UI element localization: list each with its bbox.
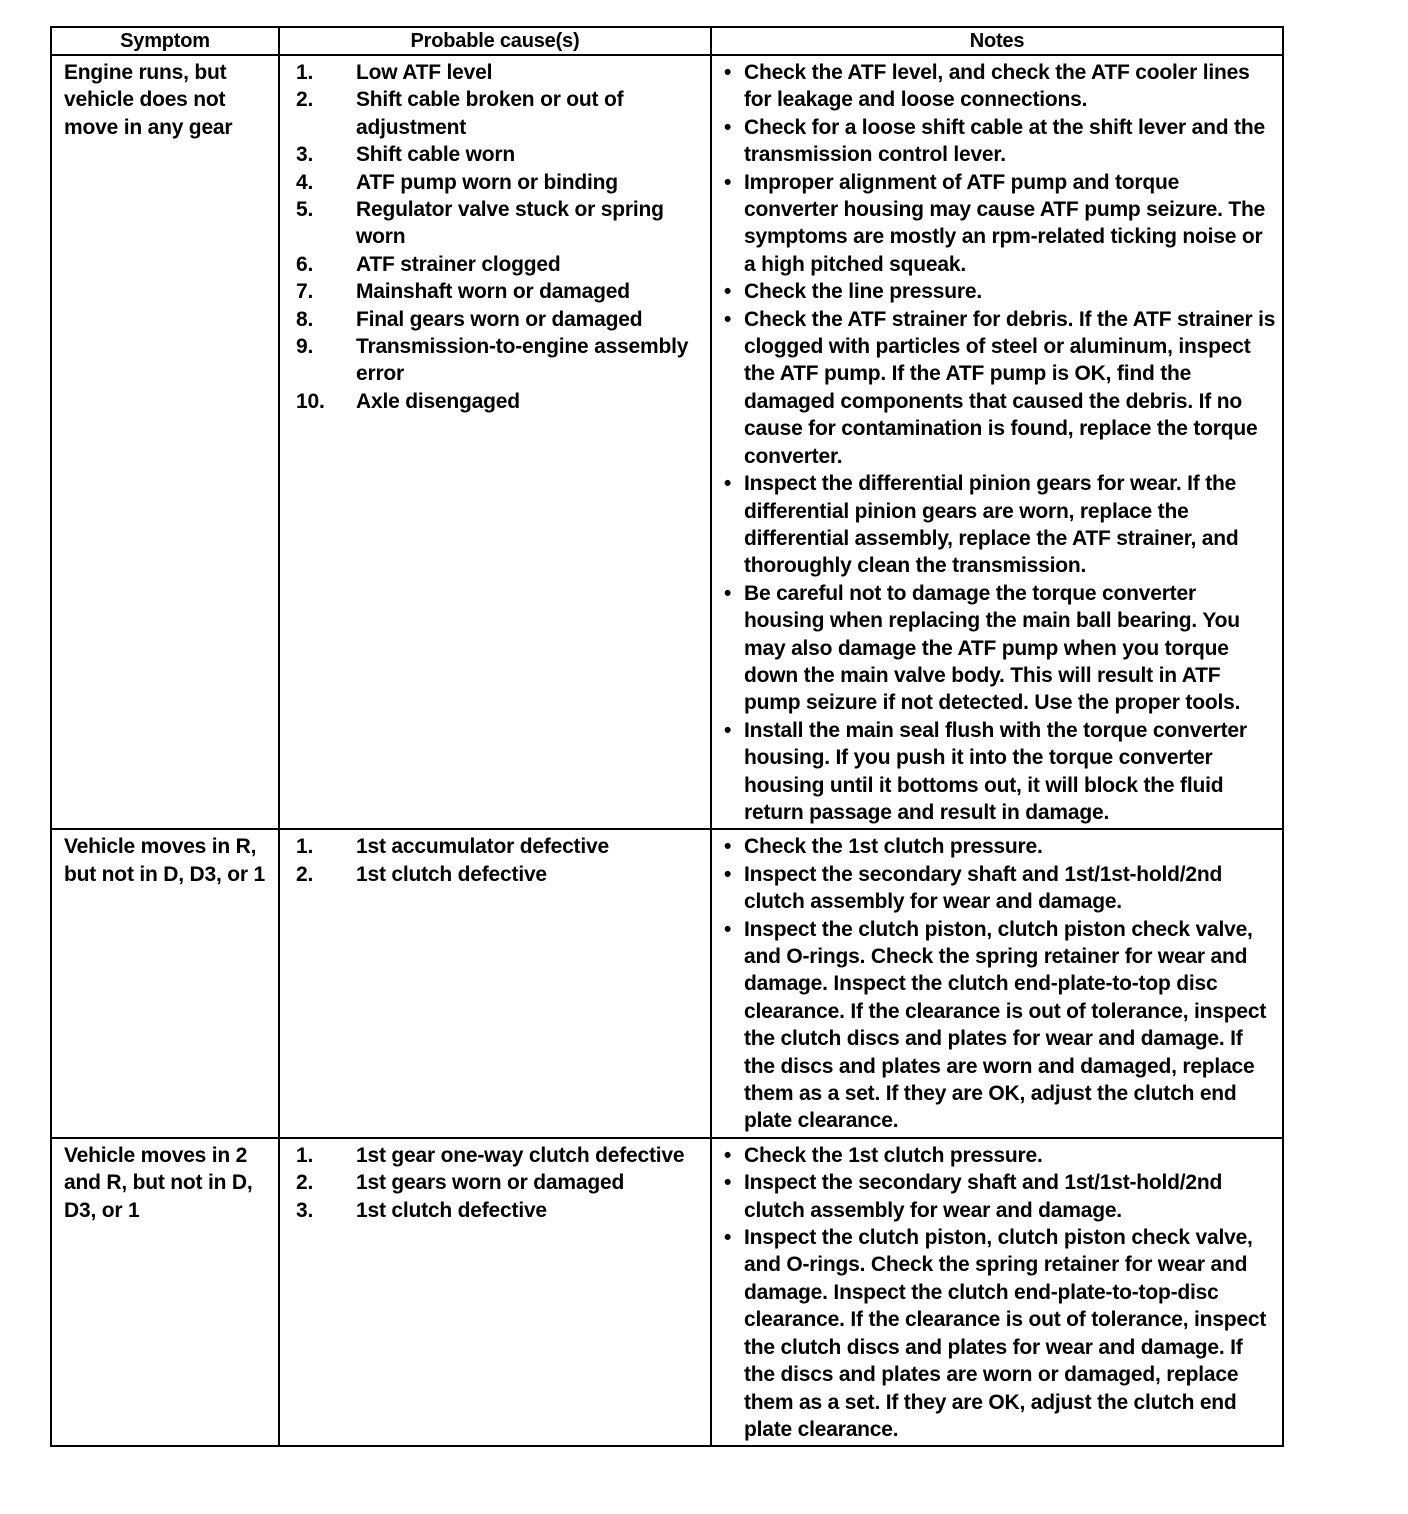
note-text: Check the line pressure.	[744, 280, 982, 304]
notes-cell	[711, 1138, 1283, 1446]
cause-number: 7.	[296, 280, 314, 304]
cause-text: Mainshaft worn or damaged	[356, 280, 630, 304]
note-text: Inspect the secondary shaft and 1st/1st-hold/2nd clutch assembly for wear and damage.	[744, 1171, 1223, 1222]
cause-number: 3.	[296, 1198, 314, 1222]
cause-text: 1st clutch defective	[356, 862, 547, 886]
note-text: Check the ATF strainer for debris. If the ATF strainer is clogged with particles of steel or aluminum, inspect the ATF pump. If the ATF pump is OK, find the damaged components that caused the debris. If no cause for contamination is found, replace the torque converter.	[744, 307, 1276, 468]
cause-text: Axle disengaged	[356, 389, 520, 413]
cause-number: 5.	[296, 198, 314, 222]
cause-item	[296, 278, 702, 305]
note-text: Be careful not to damage the torque converter housing when replacing the main ball bearing. You may also damage the ATF pump when you torque down the main valve body. This will result in ATF pump seizure if not detected. Use the proper tools.	[744, 581, 1241, 715]
header-notes: Notes	[711, 27, 1283, 55]
cause-text: 1st clutch defective	[356, 1198, 547, 1222]
note-text: Check the ATF level, and check the ATF cooler lines for leakage and loose connections.	[744, 61, 1250, 112]
header-probable-causes: Probable cause(s)	[279, 27, 711, 55]
notes-list	[722, 1142, 1276, 1443]
cause-item	[296, 1142, 702, 1169]
cause-text: 1st accumulator defective	[356, 835, 609, 859]
cause-item	[296, 86, 702, 141]
cause-item	[296, 861, 702, 888]
cause-text: 1st gears worn or damaged	[356, 1171, 625, 1195]
causes-cell	[279, 55, 711, 829]
cause-text: Shift cable broken or out of adjustment	[356, 88, 624, 139]
note-item	[722, 861, 1276, 916]
bullet-icon: •	[724, 307, 732, 331]
bullet-icon: •	[724, 280, 732, 304]
note-item	[722, 1169, 1276, 1224]
note-item	[722, 580, 1276, 717]
note-item	[722, 833, 1276, 860]
cause-number: 9.	[296, 335, 314, 359]
note-text: Inspect the clutch piston, clutch piston check valve, and O-rings. Check the spring retainer for wear and damage. Inspect the clutch end-plate-to-top disc clearance. If the clearance is out of tolerance, inspect the clutch discs and plates for wear and damage. If the discs and plates are worn and damaged, replace them as a set. If they are OK, adjust the clutch end plate clearance.	[744, 917, 1267, 1133]
cause-item	[296, 1197, 702, 1224]
bullet-icon: •	[724, 581, 732, 605]
cause-number: 10.	[296, 389, 325, 413]
note-item	[722, 169, 1276, 279]
symptom-cell: Vehicle moves in 2 and R, but not in D, D3, or 1	[51, 1138, 279, 1446]
table-row	[51, 55, 1283, 829]
bullet-icon: •	[724, 115, 732, 139]
cause-text: Regulator valve stuck or spring worn	[356, 198, 664, 249]
causes-list	[296, 833, 702, 888]
cause-text: Final gears worn or damaged	[356, 307, 643, 331]
note-item	[722, 59, 1276, 114]
cause-number: 1.	[296, 61, 314, 84]
notes-cell	[711, 829, 1283, 1137]
note-item	[722, 306, 1276, 470]
bullet-icon: •	[724, 472, 732, 496]
cause-item	[296, 59, 702, 86]
cause-number: 2.	[296, 862, 314, 886]
bullet-icon: •	[724, 835, 732, 859]
cause-text: ATF strainer clogged	[356, 252, 561, 276]
note-item	[722, 1224, 1276, 1443]
cause-number: 1.	[296, 835, 314, 859]
notes-cell	[711, 55, 1283, 829]
cause-item	[296, 251, 702, 278]
note-item	[722, 114, 1276, 169]
cause-item	[296, 141, 702, 168]
cause-number: 1.	[296, 1143, 314, 1167]
cause-number: 6.	[296, 252, 314, 276]
troubleshooting-page	[50, 26, 1282, 1447]
cause-text: Shift cable worn	[356, 143, 515, 167]
header-symptom: Symptom	[51, 27, 279, 55]
cause-number: 3.	[296, 143, 314, 167]
note-text: Inspect the clutch piston, clutch piston check valve, and O-rings. Check the spring retainer for wear and damage. Inspect the clutch end-plate-to-top-disc clearance. If the clearance is out of tolerance, inspect the clutch discs and plates for wear and damage. If the discs and plates are worn or damaged, replace them as a set. If they are OK, adjust the clutch end plate clearance.	[744, 1226, 1267, 1441]
note-text: Install the main seal flush with the torque converter housing. If you push it into the torque converter housing until it bottoms out, it will block the fluid return passage and result in damage.	[744, 718, 1247, 824]
note-item	[722, 470, 1276, 580]
table-row	[51, 829, 1283, 1137]
cause-text: Low ATF level	[356, 61, 493, 84]
causes-cell	[279, 1138, 711, 1446]
symptom-cell: Vehicle moves in R, but not in D, D3, or 1	[51, 829, 279, 1137]
cause-text: 1st gear one-way clutch defective	[356, 1143, 685, 1167]
notes-list	[722, 59, 1276, 826]
cause-number: 4.	[296, 170, 314, 194]
note-text: Inspect the differential pinion gears for wear. If the differential pinion gears are worn, replace the differential assembly, replace the ATF strainer, and thoroughly clean the transmission.	[744, 472, 1239, 578]
notes-list	[722, 833, 1276, 1134]
note-text: Inspect the secondary shaft and 1st/1st-hold/2nd clutch assembly for wear and damage.	[744, 862, 1223, 914]
bullet-icon: •	[724, 917, 732, 941]
note-item	[722, 1142, 1276, 1169]
cause-text: ATF pump worn or binding	[356, 170, 618, 194]
troubleshooting-table	[50, 26, 1284, 1447]
causes-list	[296, 59, 702, 415]
causes-cell	[279, 829, 711, 1137]
table-header-row	[51, 27, 1283, 55]
note-text: Improper alignment of ATF pump and torque converter housing may cause ATF pump seizure. The symptoms are mostly an rpm-related ticking noise or a high pitched squeak.	[744, 170, 1266, 276]
note-text: Check the 1st clutch pressure.	[744, 1143, 1043, 1167]
bullet-icon: •	[724, 1226, 732, 1250]
causes-list	[296, 1142, 702, 1224]
note-item	[722, 717, 1276, 827]
cause-item	[296, 833, 702, 860]
cause-item	[296, 169, 702, 196]
cause-item	[296, 1169, 702, 1196]
bullet-icon: •	[724, 1143, 732, 1167]
cause-number: 2.	[296, 1171, 314, 1195]
note-text: Check the 1st clutch pressure.	[744, 835, 1043, 859]
note-item	[722, 278, 1276, 305]
cause-text: Transmission-to-engine assembly error	[356, 335, 689, 386]
cause-item	[296, 333, 702, 388]
bullet-icon: •	[724, 61, 732, 84]
bullet-icon: •	[724, 862, 732, 886]
table-row	[51, 1138, 1283, 1446]
note-text: Check for a loose shift cable at the shift lever and the transmission control lever.	[744, 115, 1265, 167]
bullet-icon: •	[724, 170, 732, 194]
bullet-icon: •	[724, 718, 732, 742]
bullet-icon: •	[724, 1171, 732, 1195]
cause-item	[296, 306, 702, 333]
note-item	[722, 916, 1276, 1135]
cause-number: 2.	[296, 88, 314, 112]
cause-item	[296, 196, 702, 251]
symptom-cell: Engine runs, but vehicle does not move in any gear	[51, 55, 279, 829]
cause-number: 8.	[296, 307, 314, 331]
cause-item	[296, 388, 702, 415]
